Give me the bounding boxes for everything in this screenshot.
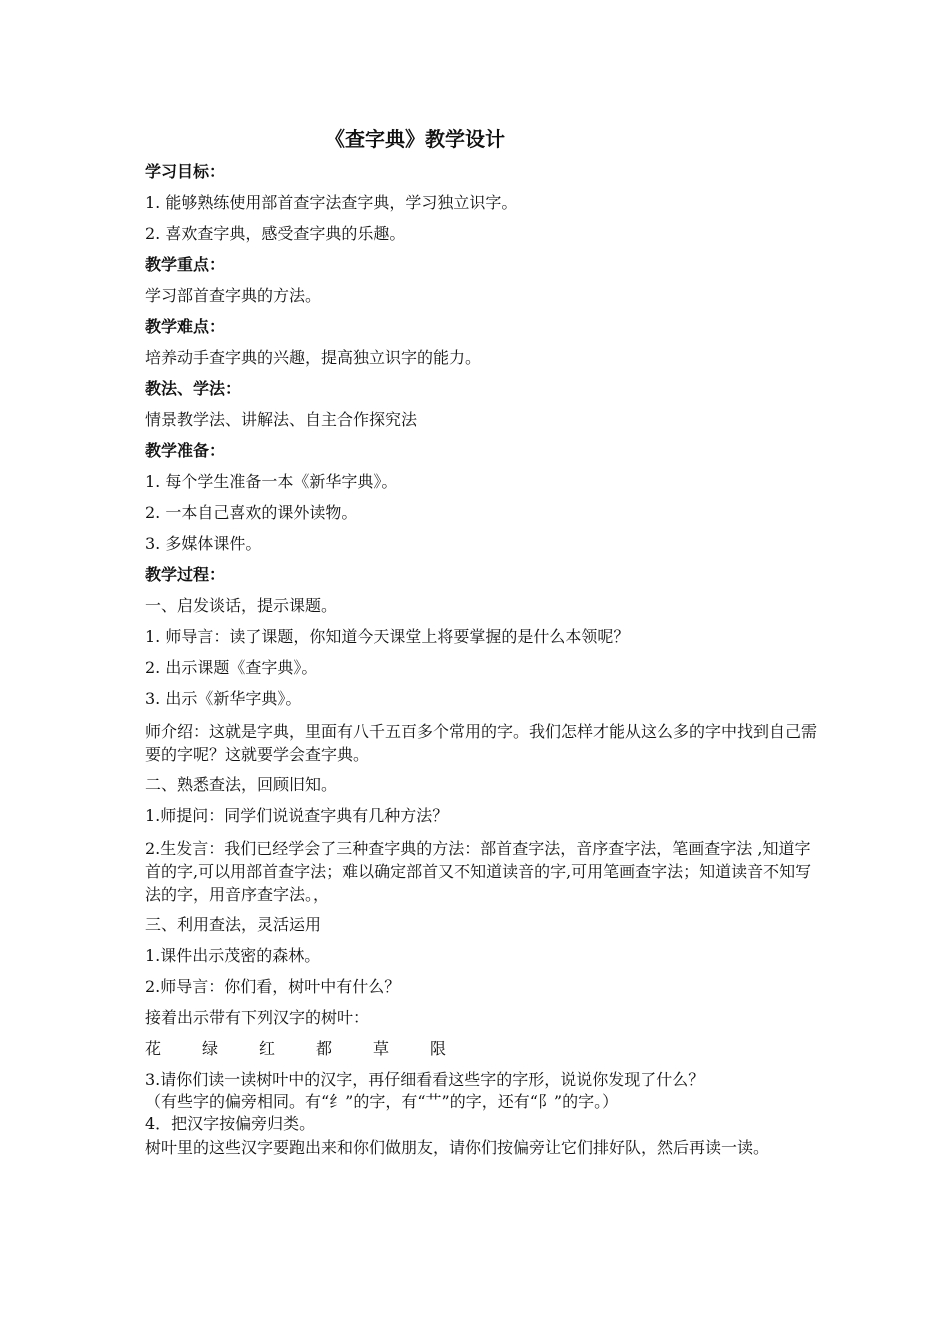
goal-1: 1. 能够熟练使用部首查字法查字典，学习独立识字。 <box>145 193 518 212</box>
key-point: 学习部首查字典的方法。 <box>145 286 322 305</box>
step-2-2: 2.生发言：我们已经学会了三种查字典的方法：部首查字法，音序查字法，笔画查字法 ,知道字首的字,可以用部首查字法；难以确定部首又不知道读音的字,可用笔画查字法；知道读音不知写法的字，用音序查字法。， <box>145 839 812 904</box>
difficulty: 培养动手查字典的兴趣，提高独立识字的能力。 <box>145 348 482 367</box>
step-3-4-detail: 树叶里的这些汉字要跑出来和你们做朋友，请你们按偏旁让它们排好队，然后再读一读。 <box>145 1138 770 1157</box>
step-1: 一、启发谈话，提示课题。 <box>145 596 338 615</box>
method: 情景教学法、讲解法、自主合作探究法 <box>145 410 418 429</box>
leaf-char: 绿 <box>202 1039 219 1058</box>
heading-goals: 学习目标： <box>145 162 226 181</box>
document-title: 《查字典》教学设计 <box>325 127 505 151</box>
leaf-char: 限 <box>430 1039 447 1058</box>
prep-3: 3. 多媒体课件。 <box>145 534 262 553</box>
leaf-char: 草 <box>373 1039 390 1058</box>
step-3: 三、利用查法，灵活运用 <box>145 915 322 934</box>
leaf-characters <box>145 1039 825 1059</box>
step-3-2: 2.师导言：你们看，树叶中有什么？ <box>145 977 401 996</box>
leaf-char: 都 <box>316 1039 333 1058</box>
step-3-3: 3.请你们读一读树叶中的汉字，再仔细看看这些字的字形，说说你发现了什么？ <box>145 1070 705 1089</box>
step-3-4: 4．把汉字按偏旁归类。 <box>145 1114 316 1133</box>
goal-2: 2. 喜欢查字典，感受查字典的乐趣。 <box>145 224 406 243</box>
step-3-next: 接着出示带有下列汉字的树叶： <box>145 1008 370 1027</box>
step-1-intro: 师介绍：这就是字典，里面有八千五百多个常用的字。我们怎样才能从这么多的字中找到自己需要的字呢？这就要学会查字典。 <box>145 722 818 764</box>
prep-1: 1. 每个学生准备一本《新华字典》。 <box>145 472 398 491</box>
prep-2: 2. 一本自己喜欢的课外读物。 <box>145 503 358 522</box>
step-1-3: 3. 出示《新华字典》。 <box>145 689 302 708</box>
step-2-1: 1.师提问：同学们说说查字典有几种方法？ <box>145 806 449 825</box>
step-3-1: 1.课件出示茂密的森林。 <box>145 946 321 965</box>
heading-key-point: 教学重点： <box>145 255 226 274</box>
step-1-2: 2. 出示课题《查字典》。 <box>145 658 318 677</box>
heading-method: 教法、学法： <box>145 379 242 398</box>
document-content <box>145 120 825 1168</box>
heading-process: 教学过程： <box>145 565 226 584</box>
heading-difficulty: 教学难点： <box>145 317 226 336</box>
leaf-char: 红 <box>259 1039 276 1058</box>
step-2: 二、熟悉查法，回顾旧知。 <box>145 775 338 794</box>
leaf-char: 花 <box>145 1039 162 1058</box>
heading-preparation: 教学准备： <box>145 441 226 460</box>
step-3-3-answer: （有些字的偏旁相同。有“纟”的字，有“艹”的字，还有“阝”的字。） <box>145 1092 619 1111</box>
step-1-1: 1. 师导言：读了课题，你知道今天课堂上将要掌握的是什么本领呢？ <box>145 627 630 646</box>
